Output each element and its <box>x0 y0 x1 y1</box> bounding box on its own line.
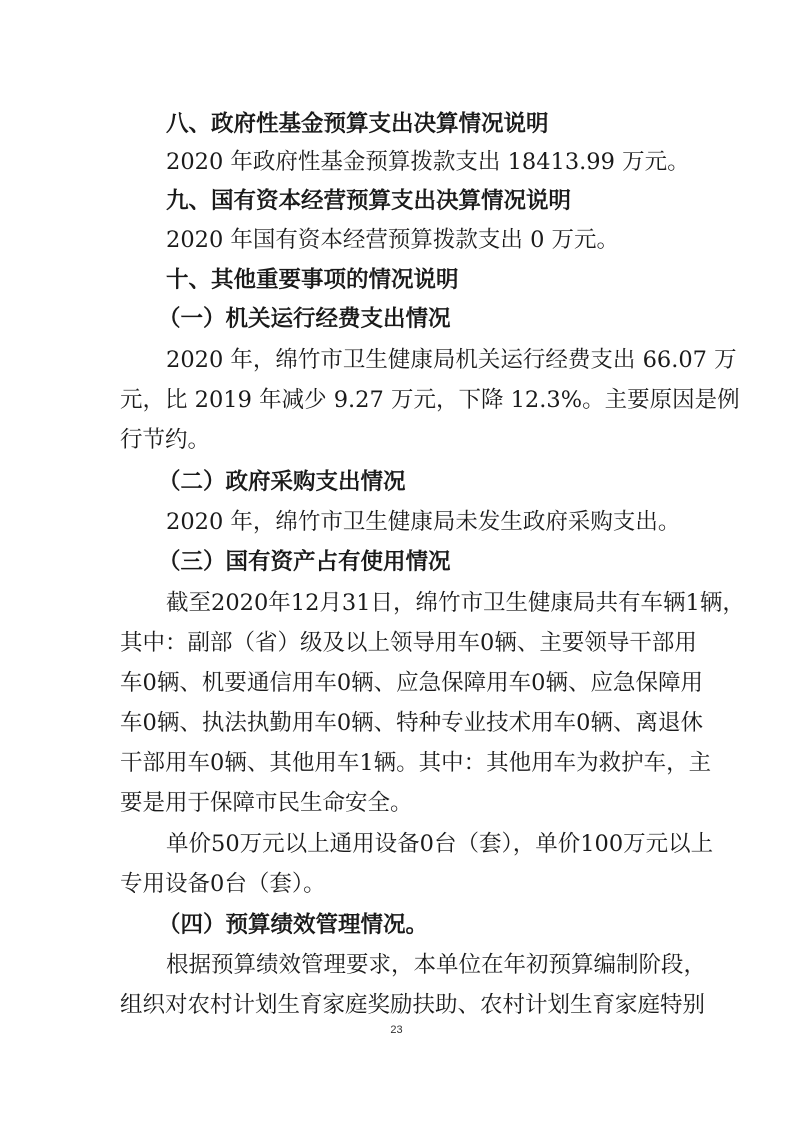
paragraph-line: 要是用于保障市民生命安全。 <box>120 790 413 816</box>
paragraph-line: 2020 年，绵竹市卫生健康局机关运行经费支出 66.07 万 <box>166 347 737 373</box>
paragraph-line: 截至2020年12月31日，绵竹市卫生健康局共有车辆1辆， <box>166 590 745 616</box>
paragraph-line: 元，比 2019 年减少 9.27 万元，下降 12.3%。主要原因是例 <box>120 387 740 413</box>
subsection-title-3: （三）国有资产占有使用情况 <box>158 549 451 575</box>
section-heading-9: 九、国有资本经营预算支出决算情况说明 <box>166 188 572 214</box>
paragraph-line: 车0辆、执法执勤用车0辆、特种专业技术用车0辆、离退休 <box>120 710 703 736</box>
paragraph-line: 单价50万元以上通用设备0台（套），单价100万元以上 <box>166 831 714 857</box>
page-number: 23 <box>390 1024 403 1036</box>
paragraph-line: 组织对农村计划生育家庭奖励扶助、农村计划生育家庭特别 <box>120 992 706 1018</box>
paragraph-line: 其中：副部（省）级及以上领导用车0辆、主要领导干部用 <box>120 630 697 656</box>
section-heading-10: 十、其他重要事项的情况说明 <box>166 267 459 293</box>
paragraph-line: 干部用车0辆、其他用车1辆。其中：其他用车为救护车，主 <box>120 750 712 776</box>
section-heading-8: 八、政府性基金预算支出决算情况说明 <box>166 111 549 137</box>
subsection-title-4: （四）预算绩效管理情况。 <box>158 912 429 938</box>
paragraph-9: 2020 年国有资本经营预算拨款支出 0 万元。 <box>166 227 620 253</box>
paragraph-line: 行节约。 <box>120 427 211 453</box>
subsection-title-2: （二）政府采购支出情况 <box>158 469 406 495</box>
paragraph-line: 根据预算绩效管理要求，本单位在年初预算编制阶段， <box>166 952 707 978</box>
paragraph-line: 车0辆、机要通信用车0辆、应急保障用车0辆、应急保障用 <box>120 670 703 696</box>
subsection-title-1: （一）机关运行经费支出情况 <box>158 306 451 332</box>
paragraph-line: 专用设备0台（套）。 <box>120 871 326 897</box>
paragraph-line: 2020 年，绵竹市卫生健康局未发生政府采购支出。 <box>166 509 681 535</box>
paragraph-8: 2020 年政府性基金预算拨款支出 18413.99 万元。 <box>166 149 690 175</box>
